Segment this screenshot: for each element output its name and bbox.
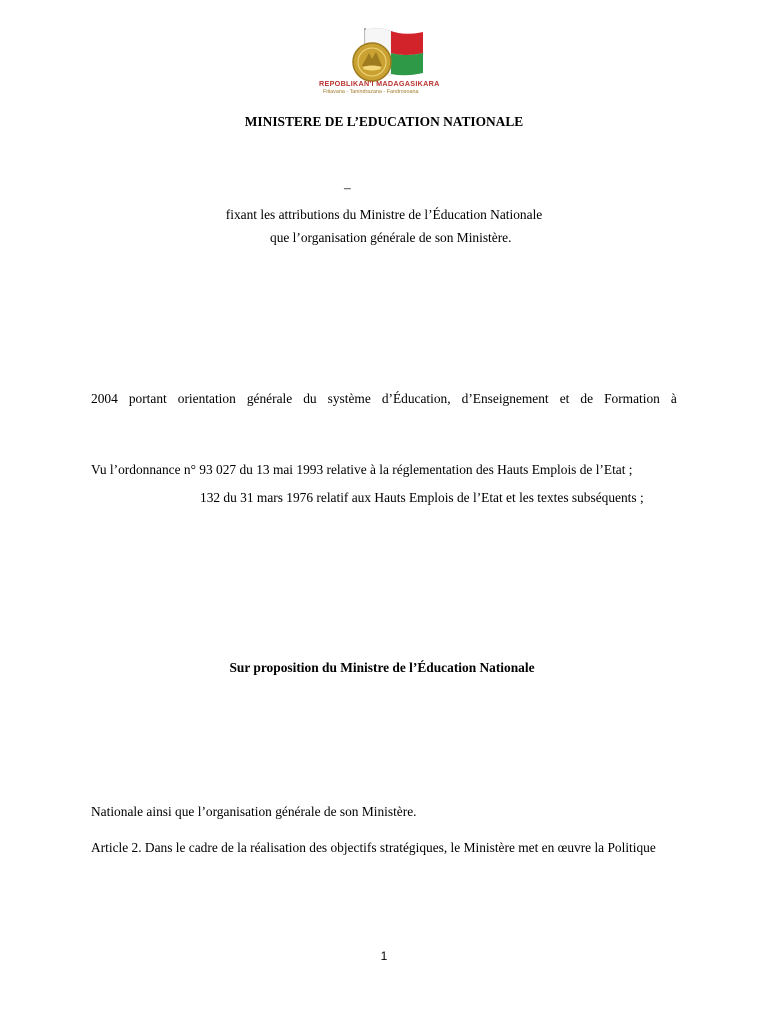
- law-word: orientation: [177, 391, 236, 406]
- madagascar-seal-and-flag-icon: [265, 26, 505, 98]
- svg-text:Fitiavana - Tanindrazana - Fan: Fitiavana - Tanindrazana - Fandrosoana: [323, 89, 419, 95]
- law-word: Formation: [604, 391, 660, 406]
- decree-subject-line-2: que l’organisation générale de son Ministère.: [270, 230, 512, 245]
- article-2: Article 2. Dans le cadre de la réalisation des objectifs stratégiques, le Ministère met en œuvre la Politique: [91, 840, 656, 855]
- law-word: d’Éducation,: [381, 391, 451, 406]
- ordonnance-visa: Vu l’ordonnance n° 93 027 du 13 mai 1993 relative à la réglementation des Hauts Emplois de l’Etat ;: [91, 462, 633, 477]
- law-word: du: [303, 391, 317, 406]
- decree-subject-line-1: fixant les attributions du Ministre de l’Éducation Nationale: [225, 207, 543, 222]
- proposition-heading: Sur proposition du Ministre de l’Éducation Nationale: [229, 660, 535, 675]
- law-word: 2004: [91, 391, 118, 406]
- svg-text:REPOBLIKAN'I MADAGASIKARA: REPOBLIKAN'I MADAGASIKARA: [319, 79, 440, 88]
- law-word: générale: [246, 391, 293, 406]
- law-2004-visa: [91, 391, 677, 407]
- article-1-tail: Nationale ainsi que l’organisation générale de son Ministère.: [91, 804, 417, 819]
- law-word: portant: [128, 391, 167, 406]
- ministry-heading: MINISTERE DE L’EDUCATION NATIONALE: [244, 114, 524, 129]
- page-number: 1: [380, 949, 388, 963]
- decret-1976-visa: 132 du 31 mars 1976 relatif aux Hauts Emplois de l’Etat et les textes subséquents ;: [200, 490, 644, 505]
- law-word: de: [580, 391, 594, 406]
- law-word: d’Enseignement: [461, 391, 549, 406]
- law-word: à: [670, 391, 677, 406]
- republic-logo: [265, 26, 505, 98]
- decree-dash: –: [344, 180, 351, 195]
- law-word: et: [559, 391, 570, 406]
- law-word: système: [327, 391, 371, 406]
